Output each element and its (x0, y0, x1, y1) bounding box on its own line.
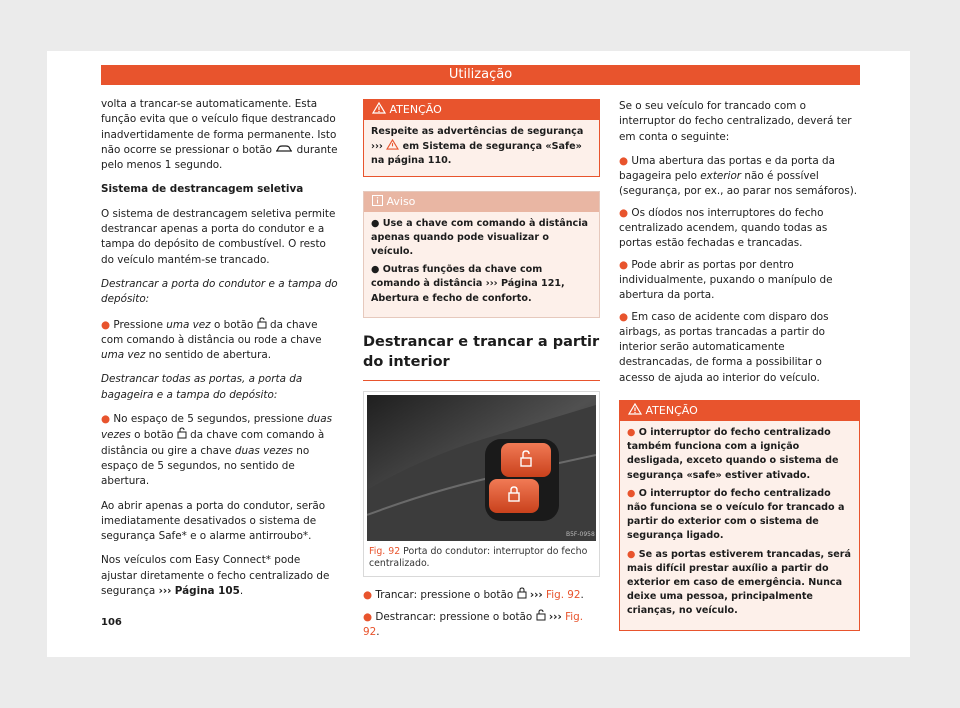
column-middle (363, 99, 600, 647)
page-header: Utilização (101, 65, 860, 85)
unlock-icon (536, 609, 546, 621)
unlock-icon (257, 317, 267, 329)
list-item: ● Se as portas estiverem trancadas, será mais difícil prestar auxílio a partir do exterior em caso de emergência. Nunca deixe uma pessoa, principalmente crianças, no veículo. (627, 548, 851, 617)
list-item: ● Os díodos nos interruptores do fecho centralizado acendem, quando todas as portas estão fechadas e trancadas. (619, 206, 828, 250)
notice-header: Aviso (364, 192, 599, 212)
figure-reference-link[interactable]: Fig. 92 (546, 588, 581, 601)
warning-triangle-icon (628, 403, 642, 415)
notice-box (363, 191, 600, 318)
list-item: ● Trancar: pressione o botão ››› Fig. 92. (363, 588, 584, 601)
warning-header: ATENÇÃO (364, 100, 599, 120)
unlock-icon (177, 427, 187, 439)
list-item: ● Use a chave com comando à distância apenas quando pode visualizar o veículo. (371, 217, 588, 258)
paragraph: volta a trancar-se automaticamente. Esta função evita que o veículo fique destrancado inadvertidamente de forma permanente. Isto não ocorre se pressionar o botão durante pelo menos 1 segundo. (101, 98, 338, 172)
subheading-selective: Sistema de destrancagem seletiva (101, 183, 304, 196)
warning-header: ATENÇÃO (620, 401, 859, 421)
paragraph: Se o seu veículo for trancado com o interruptor do fecho centralizado, deverá ter em conta o seguinte: (619, 100, 852, 143)
list-item: ● Destrancar: pressione o botão ››› Fig. 92. (363, 611, 584, 639)
warning-triangle-icon (372, 102, 386, 114)
list-item: ● Pressione uma vez o botão da chave com comando à distância ou rode a chave uma vez no sentido de abertura. (101, 318, 322, 362)
list-item: ● No espaço de 5 segundos, pressione duas vezes o botão da chave com comando à distância ou gire a chave duas vezes no espaço de 5 segundos, no sentido de abertura. (101, 413, 333, 488)
figure-reference-link[interactable]: Fig. 92 (363, 611, 584, 639)
list-item: ● O interruptor do fecho centralizado não funciona se o veículo for trancado a partir do exterior com o sistema de segurança ligado. (627, 487, 845, 542)
warning-triangle-icon (386, 139, 399, 150)
list-item: ● O interruptor do fecho centralizado também funciona com a ignição desligada, exceto quando o sistema de segurança «safe» estiver ativado. (627, 427, 839, 481)
info-icon (372, 195, 383, 206)
paragraph: Ao abrir apenas a porta do condutor, serão imediatamente desativados o sistema de segurança Safe* e o alarme antirroubo*. (101, 499, 326, 543)
subheading-all-doors: Destrancar todas as portas, a porta da bagageira e a tampa do depósito: (101, 373, 303, 401)
list-item: ● Outras funções da chave com comando à distância ››› Página 121, Abertura e fecho de conforto. (371, 264, 565, 304)
car-icon (275, 144, 293, 154)
column-left (101, 97, 338, 608)
warning-box (619, 400, 860, 631)
paragraph: O sistema de destrancagem seletiva permite destrancar apenas a porta do condutor e a tampa do depósito de combustível. O resto do veículo mantém-se trancado. (101, 207, 336, 266)
list-item: ● Pode abrir as portas por dentro individualmente, puxando o manípulo de abertura da porta. (619, 258, 833, 302)
door-switch-image (367, 395, 596, 541)
paragraph: Nos veículos com Easy Connect* pode ajustar diretamente o fecho centralizado de segurança ››› Página 105. (101, 554, 330, 598)
column-right (619, 99, 860, 645)
page-number: 106 (101, 617, 122, 628)
figure-caption: Fig. 92 Porta do condutor: interruptor do fecho centralizado. (369, 545, 588, 570)
figure-code: B5F-0958 (566, 530, 595, 538)
comfort-reference-link[interactable]: Página 121, Abertura e fecho de conforto (371, 278, 565, 304)
safety-reference-link[interactable]: em Sistema de segurança «Safe» na página 110. (371, 141, 582, 167)
list-item: ● Uma abertura das portas e da porta da bagageira pelo exterior não é possível (segurança, por ex., ao parar nos semáforos). (619, 154, 858, 198)
list-item: ● Em caso de acidente com disparo dos airbags, as portas trancadas a partir do interior serão automaticamente destrancadas, de forma a possibilitar o acesso de ajuda ao interior do veículo. (619, 310, 829, 384)
section-title: Destrancar e trancar a partir do interior (363, 332, 600, 381)
page-reference-link[interactable]: Página 105 (174, 585, 240, 598)
lock-icon (517, 587, 527, 599)
warning-box: ATENÇÃO Respeite as advertências de segurança ››› em Sistema de segurança «Safe» na página 110. (363, 99, 600, 177)
figure-92 (363, 391, 600, 577)
subheading-driver-door: Destrancar a porta do condutor e a tampa do depósito: (101, 277, 338, 306)
door-switch-illustration (367, 395, 596, 541)
